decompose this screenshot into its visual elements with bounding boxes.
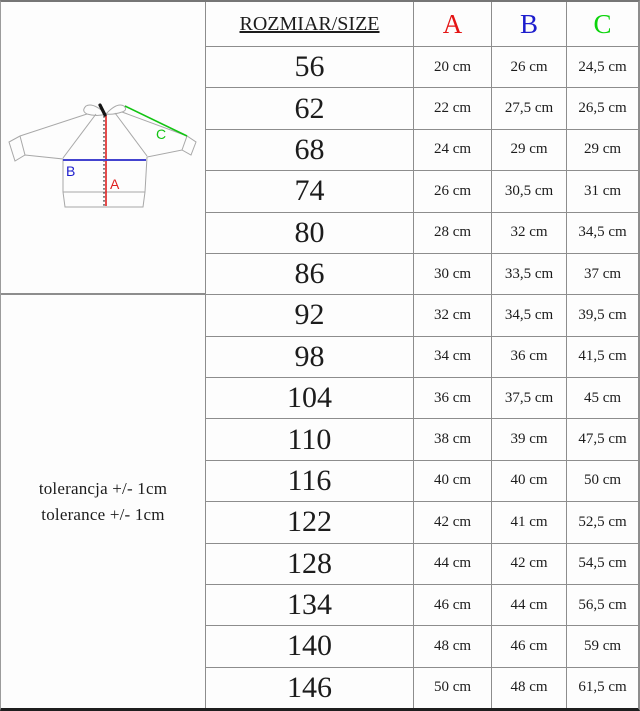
measurement-c-cell: 41,5 cm [578,348,627,365]
table-row [206,502,638,543]
measurement-b-cell: 40 cm [492,461,567,501]
measurement-a-cell: 40 cm [414,461,492,501]
measurement-c-cell: 34,5 cm [578,224,627,241]
measurement-c-cell: 45 cm [583,389,622,406]
diagram-label-c: C [156,126,167,142]
measurement-a-cell: 36 cm [414,378,492,418]
tolerance-line-pl: tolerancja +/- 1cm [38,479,168,498]
size-header-label: ROZMIAR/SIZE [239,12,380,35]
table-row [206,668,638,708]
measurement-c-cell: 26,5 cm [578,100,627,117]
size-cell: 110 [206,419,414,459]
measurement-b-cell: 41 cm [492,502,567,542]
measurement-b-cell: 39 cm [492,419,567,459]
measurement-c-cell: 56,5 cm [578,596,627,613]
table-row [206,378,638,419]
measurement-a-cell: 44 cm [414,544,492,584]
measurement-c-cell: 39,5 cm [578,306,627,323]
measurement-a-cell: 26 cm [414,171,492,211]
table-header-row [206,2,638,47]
measurement-b-cell: 29 cm [492,130,567,170]
size-cell: 116 [206,461,414,501]
measurement-b-cell: 26 cm [492,47,567,87]
cuff-seam-left [20,136,25,155]
measurement-a-cell: 38 cm [414,419,492,459]
measurement-b-cell: 44 cm [492,585,567,625]
measurement-b-cell: 30,5 cm [492,171,567,211]
size-cell: 56 [206,47,414,87]
cuff-seam-right [182,136,187,150]
size-chart-table [206,2,638,708]
garment-diagram [1,2,205,295]
measurement-c-cell: 37 cm [583,265,622,282]
size-cell: 122 [206,502,414,542]
measurement-c-cell: 50 cm [583,472,622,489]
measurement-a-cell: 46 cm [414,585,492,625]
zipper-pull-icon [100,105,105,115]
measurement-a-cell: 22 cm [414,88,492,128]
tolerance-line-en: tolerance +/- 1cm [41,504,165,524]
measurement-a-cell: 42 cm [414,502,492,542]
table-row [206,461,638,502]
measurement-c-cell: 24,5 cm [578,58,627,75]
size-cell: 86 [206,254,414,294]
measurement-c-cell: 29 cm [583,141,622,158]
table-row [206,585,638,626]
collar-right-flap [106,105,126,114]
garment-diagram-cell [1,2,205,295]
table-row [206,213,638,254]
table-row [206,544,638,585]
measurement-c-cell: 31 cm [583,182,622,199]
measurement-b-cell: 33,5 cm [492,254,567,294]
measurement-c-cell: 47,5 cm [578,431,627,448]
table-row [206,295,638,336]
measurement-b-cell: 36 cm [492,337,567,377]
column-header-c: C [593,8,612,39]
size-cell: 146 [206,668,414,708]
measurement-c-cell: 61,5 cm [578,679,627,696]
measurement-c-cell: 54,5 cm [578,555,627,572]
left-column [1,2,206,708]
measurement-a-cell: 20 cm [414,47,492,87]
size-cell: 134 [206,585,414,625]
measurement-c-cell: 52,5 cm [578,513,627,530]
measurement-b-cell: 46 cm [492,626,567,666]
column-header-b: B [492,2,567,46]
size-column-header [206,2,414,46]
jacket-outline [9,105,196,207]
size-cell: 68 [206,130,414,170]
table-row [206,47,638,88]
measurement-a-cell: 34 cm [414,337,492,377]
size-cell: 74 [206,171,414,211]
column-header-a: A [414,2,492,46]
measurement-a-cell: 48 cm [414,626,492,666]
table-row [206,171,638,212]
size-cell: 128 [206,544,414,584]
diagram-label-a: A [110,176,120,192]
measurement-a-cell: 32 cm [414,295,492,335]
size-cell: 62 [206,88,414,128]
tolerance-note-cell [1,295,205,708]
size-cell: 92 [206,295,414,335]
size-cell: 104 [206,378,414,418]
measurement-c-cell: 59 cm [583,637,622,654]
measurement-a-cell: 24 cm [414,130,492,170]
measurement-a-cell: 50 cm [414,668,492,708]
table-row [206,419,638,460]
table-row [206,626,638,667]
measurement-a-cell: 30 cm [414,254,492,294]
table-row [206,88,638,129]
measurement-b-cell: 34,5 cm [492,295,567,335]
measurement-b-cell: 37,5 cm [492,378,567,418]
measurement-a-cell: 28 cm [414,213,492,253]
measurement-b-cell: 32 cm [492,213,567,253]
table-row [206,130,638,171]
table-row [206,337,638,378]
diagram-label-b: B [66,163,76,179]
measurement-b-cell: 42 cm [492,544,567,584]
size-cell: 80 [206,213,414,253]
table-row [206,254,638,295]
size-cell: 140 [206,626,414,666]
size-cell: 98 [206,337,414,377]
measurement-b-cell: 48 cm [492,668,567,708]
measurement-b-cell: 27,5 cm [492,88,567,128]
